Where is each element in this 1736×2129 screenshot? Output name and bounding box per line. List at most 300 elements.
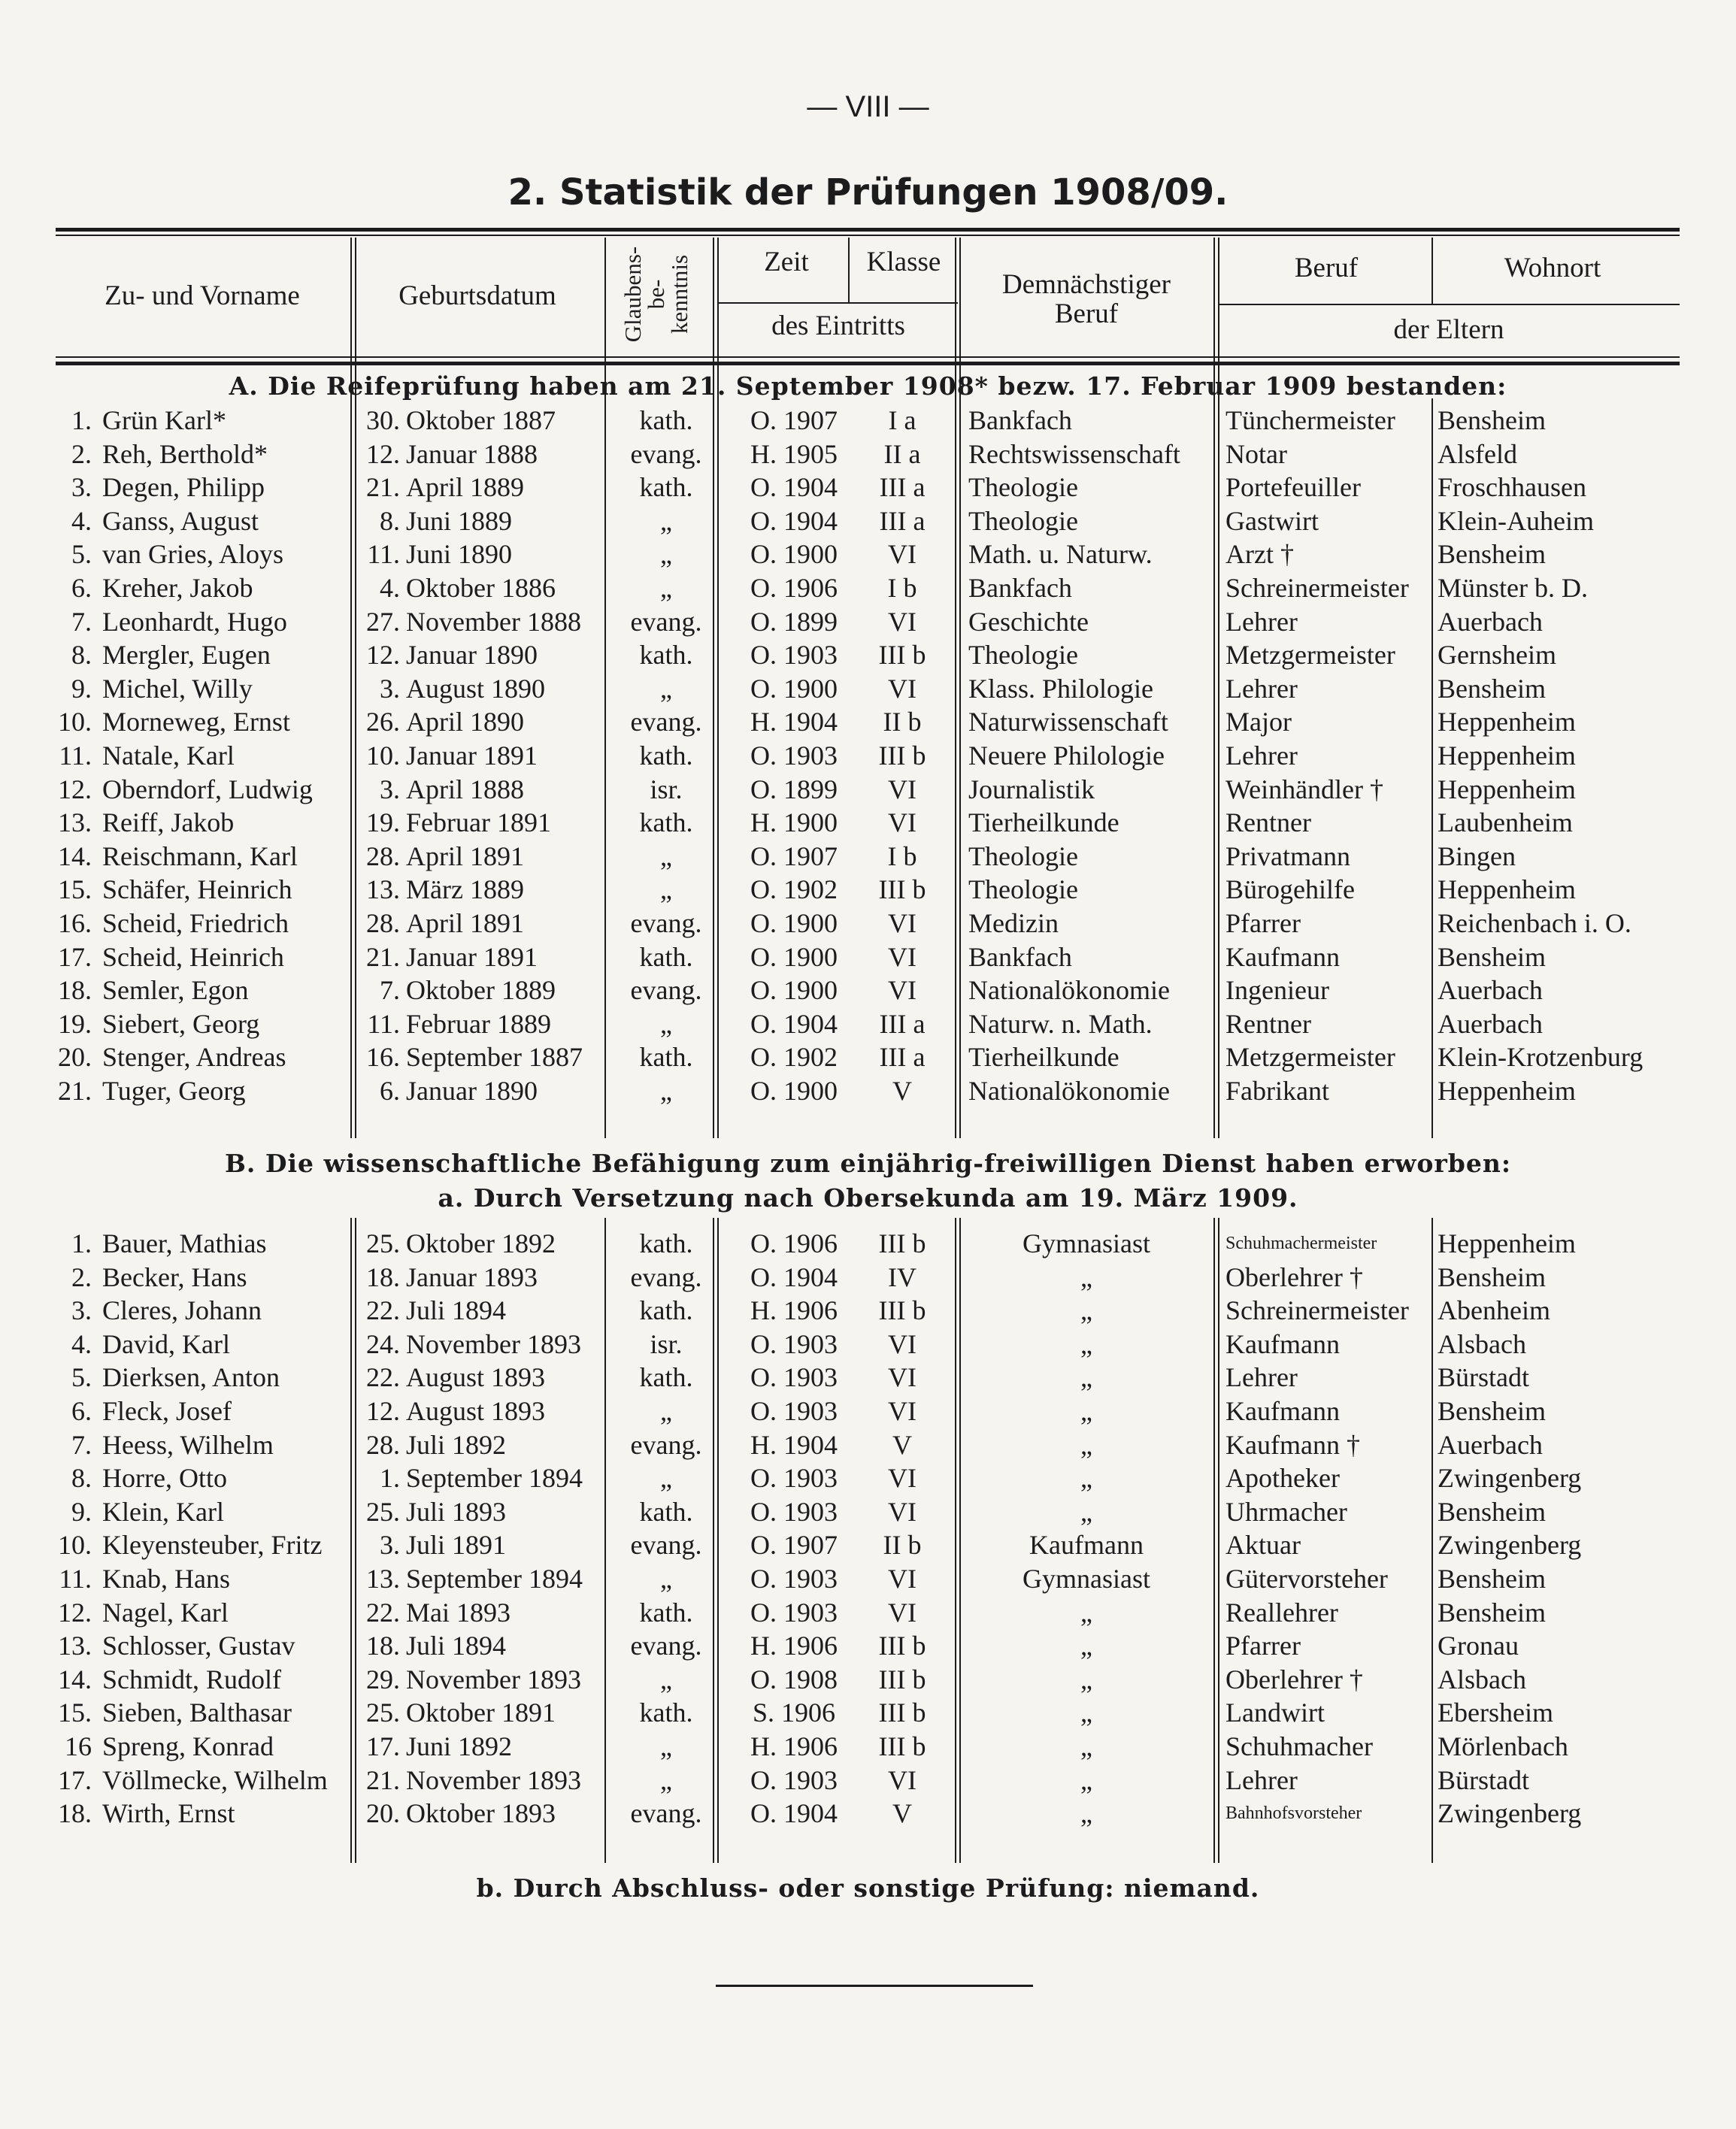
religion: evang. xyxy=(630,1798,702,1829)
future-profession: Kaufmann xyxy=(1029,1530,1144,1561)
student-name: Spreng, Konrad xyxy=(102,1731,274,1761)
table-row xyxy=(0,571,1736,604)
parents-profession: Notar xyxy=(1226,438,1287,469)
religion: „ xyxy=(660,1463,672,1494)
row-number: 5. xyxy=(71,539,92,570)
student-name: Ganss, August xyxy=(102,505,259,536)
entry-class: III a xyxy=(879,505,926,536)
entry-class: II b xyxy=(883,707,922,737)
birth-month-year: April 1889 xyxy=(406,472,524,503)
parents-profession: Uhrmacher xyxy=(1226,1496,1347,1527)
birth-month-year: Februar 1891 xyxy=(406,807,551,838)
row-number: 20. xyxy=(58,1042,92,1073)
birth-month-year: Oktober 1889 xyxy=(406,975,556,1006)
student-name: Degen, Philipp xyxy=(102,472,265,503)
birth-month-year: Juli 1894 xyxy=(406,1631,507,1661)
birth-day: 22. xyxy=(366,1295,400,1326)
header-wohnort: Wohnort xyxy=(1504,253,1601,283)
table-row xyxy=(0,672,1736,705)
table-row xyxy=(0,840,1736,873)
entry-time: O. 1903 xyxy=(750,1597,838,1628)
parents-profession: Aktuar xyxy=(1226,1530,1301,1561)
parents-profession: Apotheker xyxy=(1226,1463,1340,1494)
future-profession: „ xyxy=(1080,1429,1092,1460)
entry-class: IV xyxy=(888,1261,916,1292)
birth-month-year: Juni 1892 xyxy=(406,1731,513,1761)
religion: evang. xyxy=(630,1530,702,1561)
table-row xyxy=(0,538,1736,571)
future-profession: Math. u. Naturw. xyxy=(968,539,1153,570)
parents-profession: Oberlehrer † xyxy=(1226,1261,1363,1292)
future-profession: Bankfach xyxy=(968,573,1072,603)
religion: „ xyxy=(660,673,672,704)
entry-time: O. 1904 xyxy=(750,472,838,503)
birth-day: 21. xyxy=(366,472,400,503)
parents-residence: Heppenheim xyxy=(1438,874,1576,905)
row-number: 19. xyxy=(58,1008,92,1039)
religion: evang. xyxy=(630,438,702,469)
entry-class: III b xyxy=(878,740,926,771)
future-profession: Gymnasiast xyxy=(1023,1228,1150,1258)
religion: evang. xyxy=(630,975,702,1006)
birth-day: 16. xyxy=(366,1042,400,1073)
parents-profession: Bürogehilfe xyxy=(1226,874,1355,905)
row-number: 6. xyxy=(71,573,92,603)
entry-time: O. 1903 xyxy=(750,640,838,671)
row-number: 11. xyxy=(59,1564,92,1594)
table-row xyxy=(0,1328,1736,1361)
col-line xyxy=(848,238,850,304)
parents-residence: Bensheim xyxy=(1438,539,1546,570)
entry-class: VI xyxy=(888,1328,916,1359)
religion: „ xyxy=(660,539,672,570)
birth-day: 26. xyxy=(366,707,400,737)
student-name: Schlosser, Gustav xyxy=(102,1631,295,1661)
row-number: 2. xyxy=(71,438,92,469)
entry-time: H. 1900 xyxy=(750,807,838,838)
parents-residence: Gernsheim xyxy=(1438,640,1556,671)
future-profession: „ xyxy=(1080,1798,1092,1829)
parents-profession: Rentner xyxy=(1226,807,1311,838)
entry-class: VI xyxy=(888,1463,916,1494)
header-top-rule xyxy=(56,228,1680,232)
birth-day: 30. xyxy=(366,405,400,435)
entry-class: III b xyxy=(878,1731,926,1761)
row-number: 18. xyxy=(58,1798,92,1829)
future-profession: Tierheilkunde xyxy=(968,807,1119,838)
birth-day: 21. xyxy=(366,941,400,972)
entry-time: O. 1904 xyxy=(750,1798,838,1829)
parents-residence: Heppenheim xyxy=(1438,1076,1576,1106)
birth-day: 4. xyxy=(380,573,400,603)
table-row xyxy=(0,1074,1736,1107)
entry-time: O. 1899 xyxy=(750,774,838,804)
future-profession: „ xyxy=(1080,1295,1092,1326)
birth-month-year: April 1890 xyxy=(406,707,524,737)
entry-class: II a xyxy=(883,438,921,469)
entry-class: I b xyxy=(887,573,917,603)
entry-class: III b xyxy=(878,1664,926,1694)
entry-time: O. 1906 xyxy=(750,1228,838,1258)
birth-day: 13. xyxy=(366,874,400,905)
birth-month-year: Juni 1889 xyxy=(406,505,513,536)
header-zeit: Zeit xyxy=(764,247,809,277)
row-number: 17. xyxy=(58,941,92,972)
student-name: Nagel, Karl xyxy=(102,1597,229,1628)
birth-day: 28. xyxy=(366,840,400,871)
header-eltern-beruf: Beruf xyxy=(1294,253,1359,283)
entry-time: O. 1904 xyxy=(750,1261,838,1292)
student-name: Siebert, Georg xyxy=(102,1008,260,1039)
birth-day: 11. xyxy=(367,1008,400,1039)
header-zeit-divider xyxy=(719,302,958,304)
birth-day: 7. xyxy=(380,975,400,1006)
header-bottom-rule xyxy=(56,356,1680,358)
table-row xyxy=(0,806,1736,839)
row-number: 18. xyxy=(58,975,92,1006)
birth-month-year: November 1888 xyxy=(406,606,581,637)
row-number: 8. xyxy=(71,1463,92,1494)
row-number: 7. xyxy=(71,606,92,637)
table-row xyxy=(0,605,1736,638)
birth-month-year: Oktober 1892 xyxy=(406,1228,556,1258)
entry-time: O. 1906 xyxy=(750,573,838,603)
parents-residence: Bensheim xyxy=(1438,1597,1546,1628)
entry-time: H. 1904 xyxy=(750,1429,838,1460)
entry-time: O. 1900 xyxy=(750,941,838,972)
future-profession: „ xyxy=(1080,1328,1092,1359)
parents-residence: Klein-Auheim xyxy=(1438,505,1594,536)
entry-class: III a xyxy=(879,472,926,503)
religion: kath. xyxy=(639,941,693,972)
page-number: — VIII — xyxy=(807,90,929,123)
student-name: Morneweg, Ernst xyxy=(102,707,290,737)
student-name: Leonhardt, Hugo xyxy=(102,606,287,637)
birth-day: 22. xyxy=(366,1362,400,1393)
page-title: 2. Statistik der Prüfungen 1908/09. xyxy=(507,171,1229,214)
entry-time: O. 1903 xyxy=(750,1564,838,1594)
row-number: 6. xyxy=(71,1396,92,1426)
future-profession: Naturw. n. Math. xyxy=(968,1008,1153,1039)
parents-profession: Lehrer xyxy=(1226,740,1298,771)
entry-class: VI xyxy=(888,606,916,637)
birth-day: 17. xyxy=(366,1731,400,1761)
future-profession: „ xyxy=(1080,1697,1092,1728)
parents-residence: Heppenheim xyxy=(1438,1228,1576,1258)
table-row xyxy=(0,1730,1736,1763)
religion: evang. xyxy=(630,606,702,637)
religion: isr. xyxy=(650,1328,683,1359)
birth-day: 12. xyxy=(366,640,400,671)
student-name: Horre, Otto xyxy=(102,1463,227,1494)
religion: kath. xyxy=(639,472,693,503)
future-profession: Theologie xyxy=(968,472,1078,503)
parents-residence: Reichenbach i. O. xyxy=(1438,908,1631,938)
parents-profession: Gütervorsteher xyxy=(1226,1564,1388,1594)
parents-profession: Pfarrer xyxy=(1226,1631,1301,1661)
future-profession: Tierheilkunde xyxy=(968,1042,1119,1073)
parents-residence: Mörlenbach xyxy=(1438,1731,1568,1761)
birth-day: 29. xyxy=(366,1664,400,1694)
entry-time: O. 1900 xyxy=(750,673,838,704)
birth-month-year: Januar 1890 xyxy=(406,640,538,671)
student-name: Heess, Wilhelm xyxy=(102,1429,274,1460)
religion: evang. xyxy=(630,1261,702,1292)
birth-month-year: November 1893 xyxy=(406,1764,581,1795)
header-demnaechstiger-beruf: Demnächstiger Beruf xyxy=(1002,269,1171,329)
section-b-subtitle-a: a. Durch Versetzung nach Obersekunda am 19. März 1909. xyxy=(438,1183,1298,1213)
birth-month-year: Oktober 1887 xyxy=(406,405,556,435)
birth-month-year: März 1889 xyxy=(406,874,524,905)
table-row xyxy=(0,1696,1736,1729)
section-b-subtitle-b: b. Durch Abschluss- oder sonstige Prüfung: niemand. xyxy=(476,1873,1260,1903)
table-row xyxy=(0,1395,1736,1428)
future-profession: Journalistik xyxy=(968,774,1095,804)
future-profession: Theologie xyxy=(968,874,1078,905)
future-profession: „ xyxy=(1080,1396,1092,1426)
table-row xyxy=(0,1562,1736,1595)
entry-time: O. 1900 xyxy=(750,539,838,570)
birth-day: 27. xyxy=(366,606,400,637)
religion: „ xyxy=(660,1664,672,1694)
birth-month-year: Februar 1889 xyxy=(406,1008,551,1039)
parents-residence: Ebersheim xyxy=(1438,1697,1553,1728)
table-row xyxy=(0,974,1736,1007)
parents-residence: Bingen xyxy=(1438,840,1516,871)
parents-profession: Ingenieur xyxy=(1226,975,1329,1006)
parents-residence: Heppenheim xyxy=(1438,707,1576,737)
future-profession: Gymnasiast xyxy=(1023,1564,1150,1594)
parents-residence: Auerbach xyxy=(1438,975,1543,1006)
student-name: Reiff, Jakob xyxy=(102,807,235,838)
entry-class: III b xyxy=(878,1295,926,1326)
student-name: Sieben, Balthasar xyxy=(102,1697,292,1728)
table-row xyxy=(0,907,1736,940)
parents-residence: Laubenheim xyxy=(1438,807,1573,838)
parents-residence: Bensheim xyxy=(1438,673,1546,704)
religion: kath. xyxy=(639,807,693,838)
entry-time: H. 1904 xyxy=(750,707,838,737)
row-number: 15. xyxy=(58,1697,92,1728)
religion: „ xyxy=(660,1008,672,1039)
future-profession: Medizin xyxy=(968,908,1059,938)
table-row xyxy=(0,1764,1736,1797)
entry-class: VI xyxy=(888,774,916,804)
parents-profession: Kaufmann xyxy=(1226,1328,1340,1359)
row-number: 9. xyxy=(71,1496,92,1527)
student-name: Schmidt, Rudolf xyxy=(102,1664,282,1694)
section-a-title: A. Die Reifeprüfung haben am 21. September 1908* bezw. 17. Februar 1909 bestanden: xyxy=(229,371,1507,401)
row-number: 7. xyxy=(71,1429,92,1460)
birth-day: 28. xyxy=(366,908,400,938)
entry-time: O. 1902 xyxy=(750,1042,838,1073)
row-number: 14. xyxy=(58,1664,92,1694)
entry-time: O. 1907 xyxy=(750,405,838,435)
entry-class: VI xyxy=(888,1496,916,1527)
row-number: 15. xyxy=(58,874,92,905)
religion: kath. xyxy=(639,740,693,771)
birth-month-year: Oktober 1886 xyxy=(406,573,556,603)
future-profession: „ xyxy=(1080,1496,1092,1527)
row-number: 2. xyxy=(71,1261,92,1292)
table-row xyxy=(0,1797,1736,1830)
birth-month-year: Juli 1893 xyxy=(406,1496,507,1527)
future-profession: Nationalökonomie xyxy=(968,1076,1170,1106)
future-profession: Naturwissenschaft xyxy=(968,707,1168,737)
religion: „ xyxy=(660,1076,672,1106)
row-number: 1. xyxy=(71,405,92,435)
birth-month-year: Januar 1888 xyxy=(406,438,538,469)
parents-residence: Alsbach xyxy=(1438,1328,1526,1359)
entry-class: VI xyxy=(888,908,916,938)
parents-residence: Bensheim xyxy=(1438,405,1546,435)
row-number: 10. xyxy=(58,707,92,737)
entry-class: VI xyxy=(888,941,916,972)
row-number: 13. xyxy=(58,1631,92,1661)
entry-time: O. 1908 xyxy=(750,1664,838,1694)
parents-residence: Bürstadt xyxy=(1438,1362,1529,1393)
parents-profession: Gastwirt xyxy=(1226,505,1319,536)
parents-profession: Schuhmacher xyxy=(1226,1731,1373,1761)
birth-day: 6. xyxy=(380,1076,400,1106)
table-row xyxy=(0,940,1736,974)
birth-day: 19. xyxy=(366,807,400,838)
religion: kath. xyxy=(639,1697,693,1728)
header-name: Zu- und Vorname xyxy=(105,280,300,311)
entry-class: VI xyxy=(888,1396,916,1426)
row-number: 11. xyxy=(59,740,92,771)
parents-profession: Arzt † xyxy=(1226,539,1294,570)
birth-day: 10. xyxy=(366,740,400,771)
parents-residence: Alsbach xyxy=(1438,1664,1526,1694)
religion: „ xyxy=(660,840,672,871)
entry-time: O. 1903 xyxy=(750,1362,838,1393)
religion: „ xyxy=(660,1764,672,1795)
table-row xyxy=(0,504,1736,538)
religion: evang. xyxy=(630,1429,702,1460)
birth-day: 8. xyxy=(380,505,400,536)
row-number: 10. xyxy=(58,1530,92,1561)
row-number: 3. xyxy=(71,1295,92,1326)
student-name: Natale, Karl xyxy=(102,740,235,771)
parents-profession: Metzgermeister xyxy=(1226,1042,1395,1073)
parents-profession: Oberlehrer † xyxy=(1226,1664,1363,1694)
row-number: 8. xyxy=(71,640,92,671)
parents-residence: Zwingenberg xyxy=(1438,1463,1582,1494)
religion: kath. xyxy=(639,1496,693,1527)
religion: „ xyxy=(660,1564,672,1594)
section-b-title: B. Die wissenschaftliche Befähigung zum einjährig-freiwilligen Dienst haben erworben: xyxy=(224,1149,1512,1178)
parents-profession: Pfarrer xyxy=(1226,908,1301,938)
parents-residence: Bürstadt xyxy=(1438,1764,1529,1795)
table-row xyxy=(0,1294,1736,1327)
entry-class: VI xyxy=(888,1564,916,1594)
entry-time: O. 1902 xyxy=(750,874,838,905)
birth-month-year: August 1890 xyxy=(406,673,546,704)
birth-month-year: August 1893 xyxy=(406,1362,546,1393)
birth-day: 25. xyxy=(366,1496,400,1527)
parents-profession: Schreinermeister xyxy=(1226,573,1409,603)
row-number: 12. xyxy=(58,774,92,804)
future-profession: „ xyxy=(1080,1261,1092,1292)
future-profession: Bankfach xyxy=(968,941,1072,972)
birth-month-year: Oktober 1893 xyxy=(406,1798,556,1829)
birth-month-year: Januar 1891 xyxy=(406,941,538,972)
future-profession: „ xyxy=(1080,1631,1092,1661)
parents-profession: Metzgermeister xyxy=(1226,640,1395,671)
entry-time: O. 1900 xyxy=(750,975,838,1006)
entry-class: III a xyxy=(879,1042,926,1073)
entry-class: III b xyxy=(878,874,926,905)
future-profession: Theologie xyxy=(968,840,1078,871)
birth-day: 11. xyxy=(367,539,400,570)
birth-month-year: September 1894 xyxy=(406,1564,583,1594)
table-row xyxy=(0,438,1736,471)
student-name: Klein, Karl xyxy=(102,1496,224,1527)
birth-month-year: August 1893 xyxy=(406,1396,546,1426)
student-name: Schäfer, Heinrich xyxy=(102,874,292,905)
parents-residence: Heppenheim xyxy=(1438,740,1576,771)
student-name: Becker, Hans xyxy=(102,1261,247,1292)
religion: kath. xyxy=(639,405,693,435)
parents-residence: Alsfeld xyxy=(1438,438,1517,469)
table-row xyxy=(0,1227,1736,1260)
header-top-rule-thin xyxy=(56,235,1680,236)
religion: evang. xyxy=(630,908,702,938)
religion: kath. xyxy=(639,1042,693,1073)
header-klasse: Klasse xyxy=(866,247,941,277)
birth-month-year: September 1894 xyxy=(406,1463,583,1494)
birth-month-year: Juli 1894 xyxy=(406,1295,507,1326)
birth-month-year: April 1888 xyxy=(406,774,524,804)
parents-residence: Bensheim xyxy=(1438,941,1546,972)
entry-class: VI xyxy=(888,673,916,704)
birth-day: 1. xyxy=(380,1463,400,1494)
religion: „ xyxy=(660,505,672,536)
row-number: 1. xyxy=(71,1228,92,1258)
parents-profession: Fabrikant xyxy=(1226,1076,1329,1106)
header-bottom-rule-thick xyxy=(56,362,1680,365)
parents-residence: Münster b. D. xyxy=(1438,573,1588,603)
entry-class: VI xyxy=(888,1597,916,1628)
student-name: Tuger, Georg xyxy=(102,1076,246,1106)
row-number: 16. xyxy=(58,908,92,938)
header-birth: Geburtsdatum xyxy=(398,280,556,311)
student-name: Bauer, Mathias xyxy=(102,1228,267,1258)
future-profession: „ xyxy=(1080,1664,1092,1694)
student-name: Semler, Egon xyxy=(102,975,249,1006)
parents-residence: Zwingenberg xyxy=(1438,1530,1582,1561)
entry-class: I a xyxy=(888,405,916,435)
row-number: 21. xyxy=(58,1076,92,1106)
future-profession: Theologie xyxy=(968,640,1078,671)
parents-residence: Bensheim xyxy=(1438,1261,1546,1292)
parents-residence: Bensheim xyxy=(1438,1396,1546,1426)
parents-residence: Froschhausen xyxy=(1438,472,1586,503)
religion: kath. xyxy=(639,640,693,671)
header-religion: Glaubens- be- kenntnis xyxy=(620,246,693,342)
future-profession: „ xyxy=(1080,1597,1092,1628)
future-profession: „ xyxy=(1080,1463,1092,1494)
parents-profession: Lehrer xyxy=(1226,1764,1298,1795)
religion: kath. xyxy=(639,1362,693,1393)
birth-month-year: Januar 1891 xyxy=(406,740,538,771)
entry-class: VI xyxy=(888,1362,916,1393)
table-row xyxy=(0,705,1736,738)
parents-profession: Reallehrer xyxy=(1226,1597,1338,1628)
future-profession: „ xyxy=(1080,1764,1092,1795)
table-row xyxy=(0,1663,1736,1696)
